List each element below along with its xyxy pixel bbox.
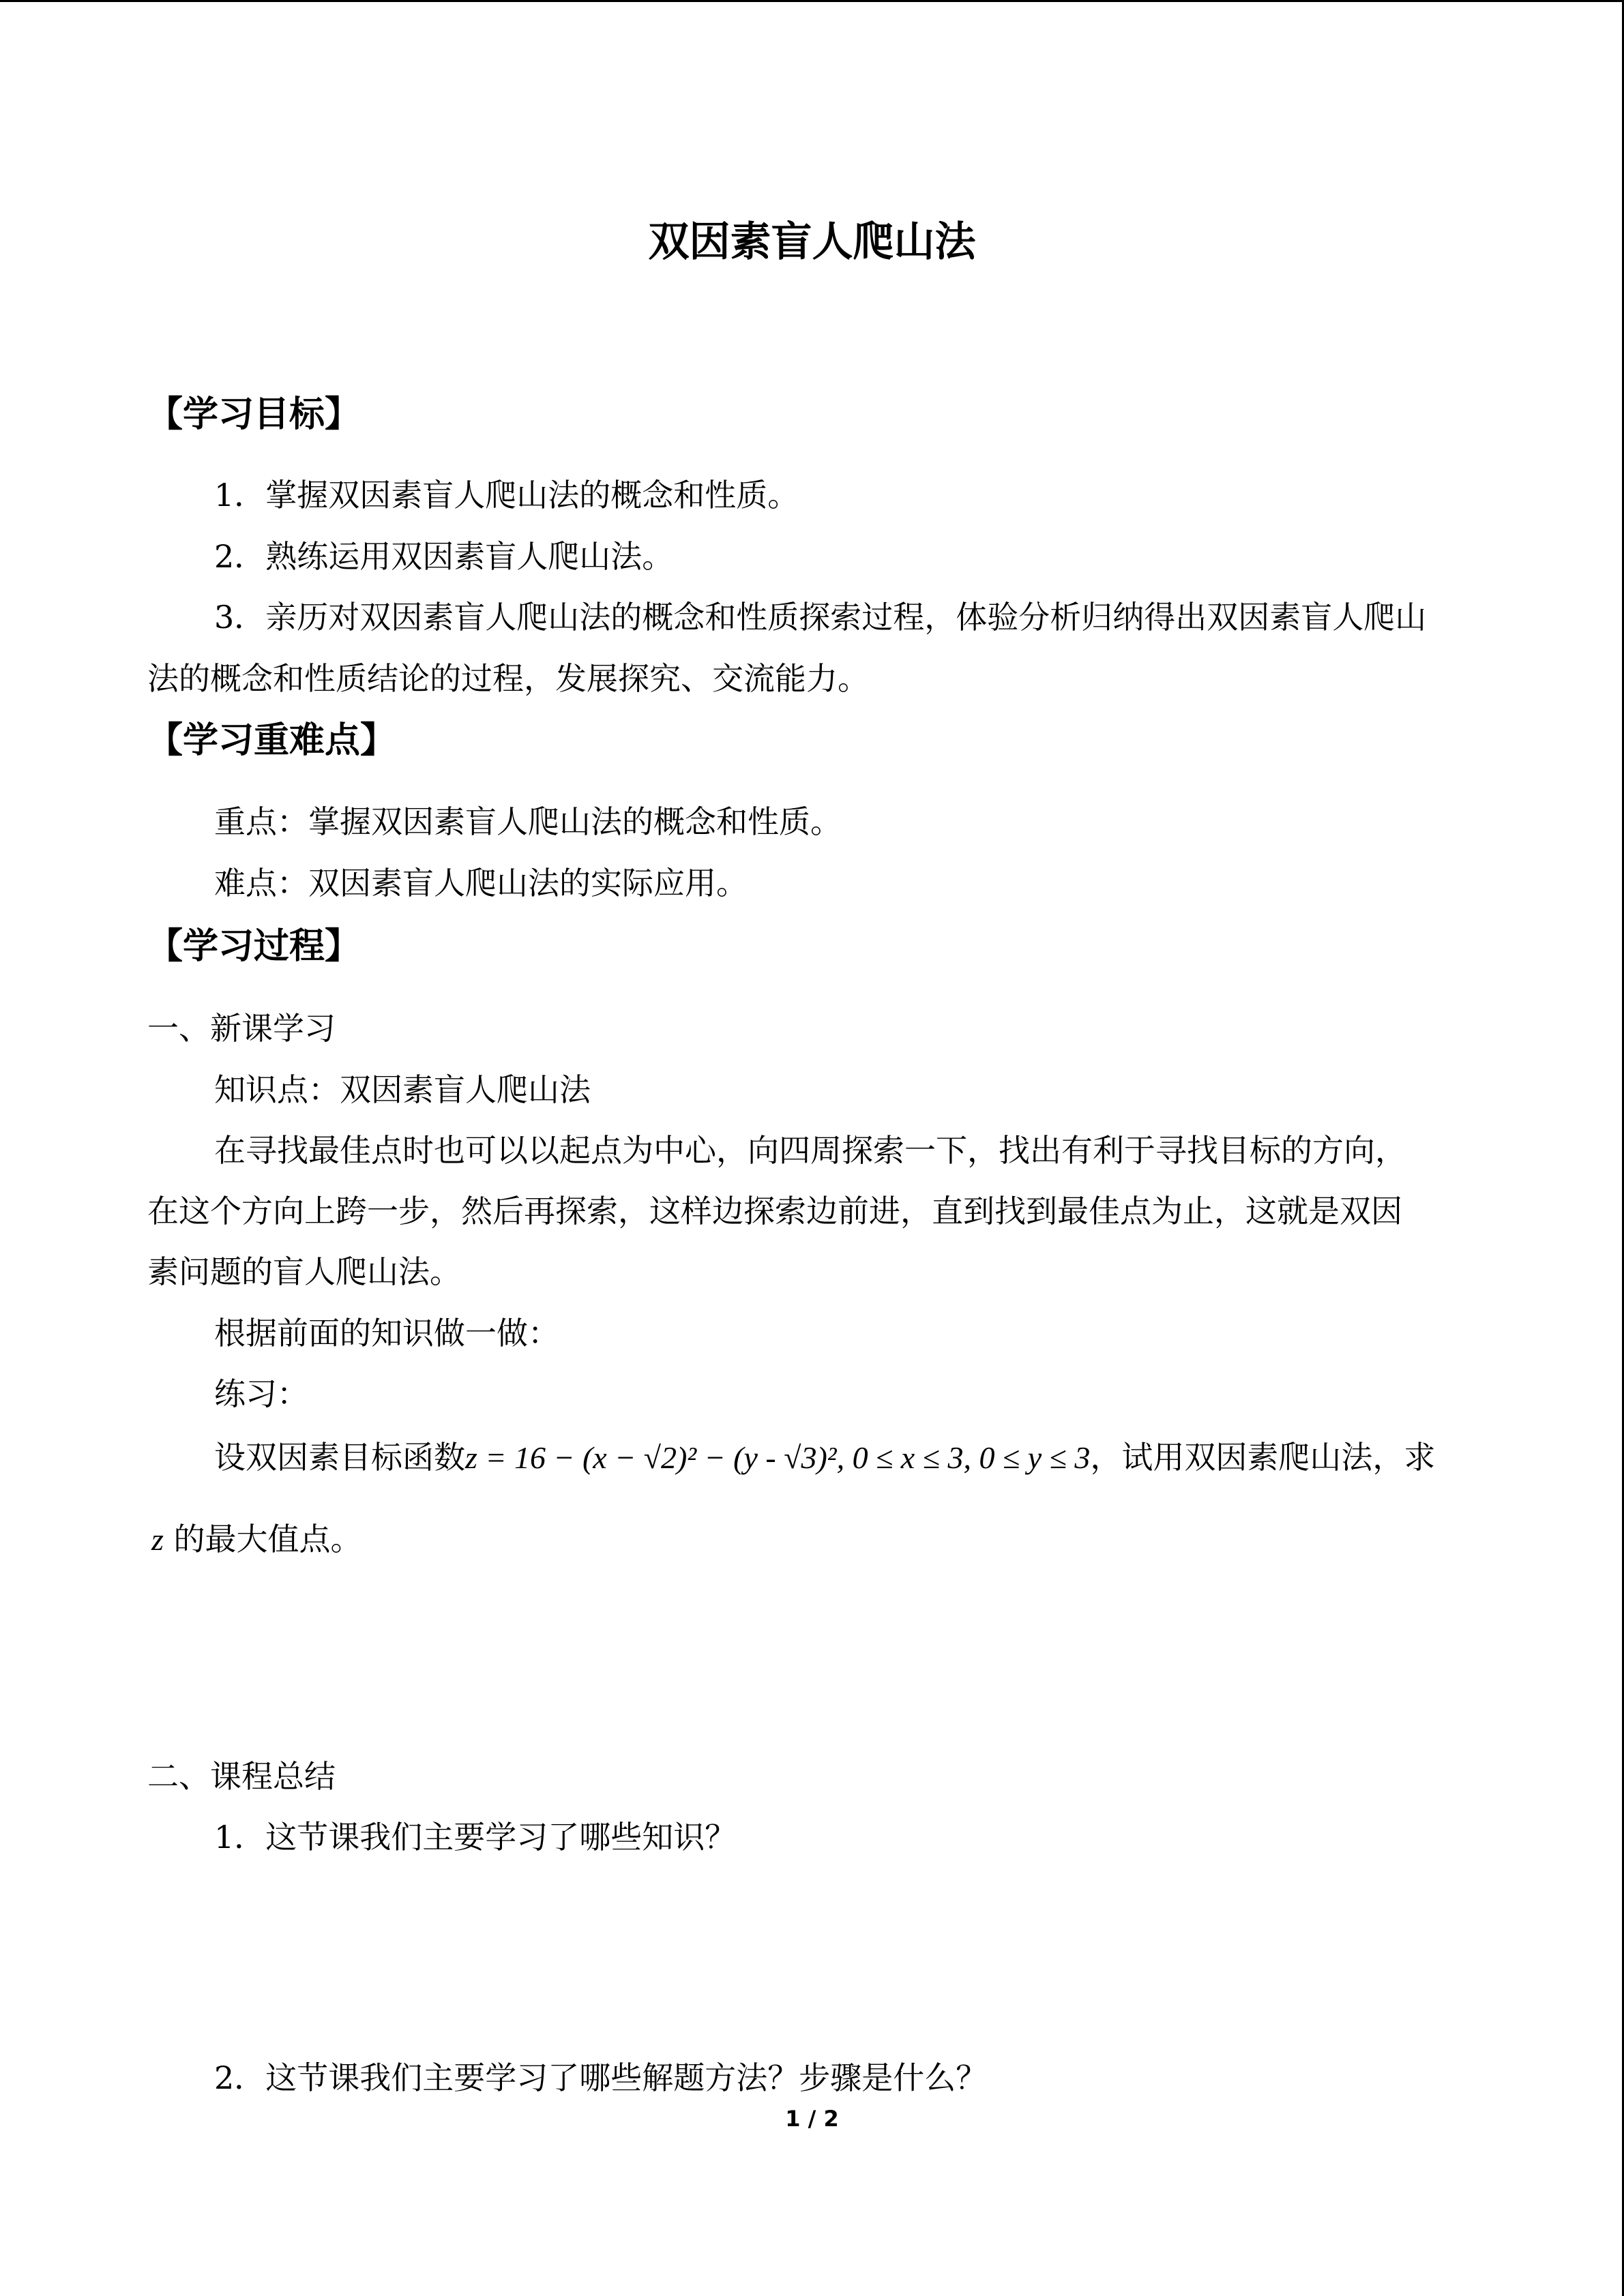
exercise-suffix: ，试用双因素爬山法，求	[1090, 1439, 1436, 1476]
summary-question-1: 1．这节课我们主要学习了哪些知识？	[214, 1819, 737, 1855]
exercise-line-1	[214, 1435, 1435, 1480]
key-point: 重点：掌握双因素盲人爬山法的概念和性质。	[214, 803, 842, 840]
objective-item-1: 1．掌握双因素盲人爬山法的概念和性质。	[214, 477, 799, 513]
paragraph-line-1: 在寻找最佳点时也可以以起点为中心，向四周探索一下，找出有利于寻找目标的方向，	[214, 1132, 1406, 1169]
exercise-formula: z = 16 − (x − √2)² − (y - √3)², 0 ≤ x ≤ 3, 0 ≤ y ≤ 3	[465, 1440, 1091, 1475]
page-indicator: 1 / 2	[785, 2106, 839, 2132]
document-title: 双因素盲人爬山法	[648, 218, 976, 266]
exercise-line-2	[151, 1517, 362, 1562]
practice-label: 练习：	[214, 1375, 308, 1412]
exercise-variable: z	[151, 1522, 164, 1557]
knowledge-point: 知识点：双因素盲人爬山法	[214, 1071, 591, 1108]
part-2-title: 二、课程总结	[147, 1758, 336, 1795]
exercise-line-2-text: 的最大值点。	[173, 1521, 362, 1557]
paragraph-line-2: 在这个方向上跨一步，然后再探索，这样边探索边前进，直到找到最佳点为止，这就是双因	[147, 1193, 1402, 1229]
objectives-heading: 【学习目标】	[147, 394, 361, 435]
paragraph-line-3: 素问题的盲人爬山法。	[147, 1253, 461, 1290]
process-heading: 【学习过程】	[147, 926, 361, 967]
exercise-prefix: 设双因素目标函数	[214, 1439, 465, 1476]
difficult-point: 难点：双因素盲人爬山法的实际应用。	[214, 865, 748, 901]
objective-item-2: 2．熟练运用双因素盲人爬山法。	[214, 538, 674, 575]
key-points-heading: 【学习重难点】	[147, 720, 396, 761]
part-1-title: 一、新课学习	[147, 1010, 336, 1047]
objective-item-3-line-1: 3．亲历对双因素盲人爬山法的概念和性质探索过程，体验分析归纳得出双因素盲人爬山	[214, 599, 1427, 636]
summary-question-2: 2．这节课我们主要学习了哪些解题方法？步骤是什么？	[214, 2059, 988, 2096]
objective-item-3-line-2: 法的概念和性质结论的过程，发展探究、交流能力。	[147, 660, 869, 697]
do-it-instruction: 根据前面的知识做一做：	[214, 1315, 559, 1352]
